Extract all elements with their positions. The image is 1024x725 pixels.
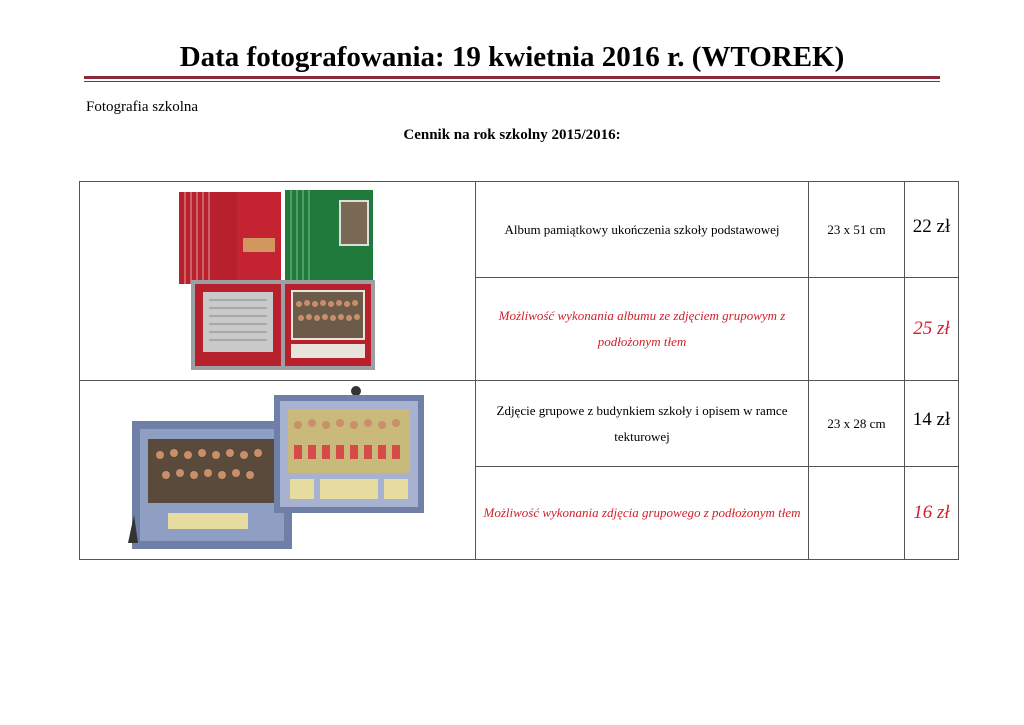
product-description: Album pamiątkowy ukończenia szkoły podstawowej: [476, 182, 809, 278]
group-photo-cell: [80, 381, 476, 560]
product-size: 23 x 28 cm: [809, 381, 905, 467]
section-label: Fotografia szkolna: [86, 99, 199, 115]
product-option-price: 25 zł: [905, 278, 959, 381]
product-description: Zdjęcie grupowe z budynkiem szkoły i opisem w ramce tekturowej: [476, 381, 809, 467]
product-option-description: Możliwość wykonania zdjęcia grupowego z podłożonym tłem: [476, 467, 809, 560]
price-list-subtitle: Cennik na rok szkolny 2015/2016:: [403, 127, 621, 143]
product-price: 22 zł: [905, 182, 959, 278]
product-size: 23 x 51 cm: [809, 182, 905, 278]
product-price: 14 zł: [905, 381, 959, 467]
price-table: [79, 181, 959, 560]
album-photo-cell: [80, 182, 476, 381]
title-rule-thin: [84, 81, 940, 82]
product-option-price: 16 zł: [905, 467, 959, 560]
product-option-size: [809, 278, 905, 381]
album-image: [173, 186, 383, 376]
page-title: Data fotografowania: 19 kwietnia 2016 r. (WTOREK): [179, 41, 845, 73]
title-rule: [84, 76, 940, 79]
product-option-size: [809, 467, 905, 560]
table-row: [80, 182, 959, 278]
table-row: [80, 381, 959, 467]
group-photo-image: [128, 385, 428, 555]
product-option-description: Możliwość wykonania albumu ze zdjęciem grupowym z podłożonym tłem: [476, 278, 809, 381]
